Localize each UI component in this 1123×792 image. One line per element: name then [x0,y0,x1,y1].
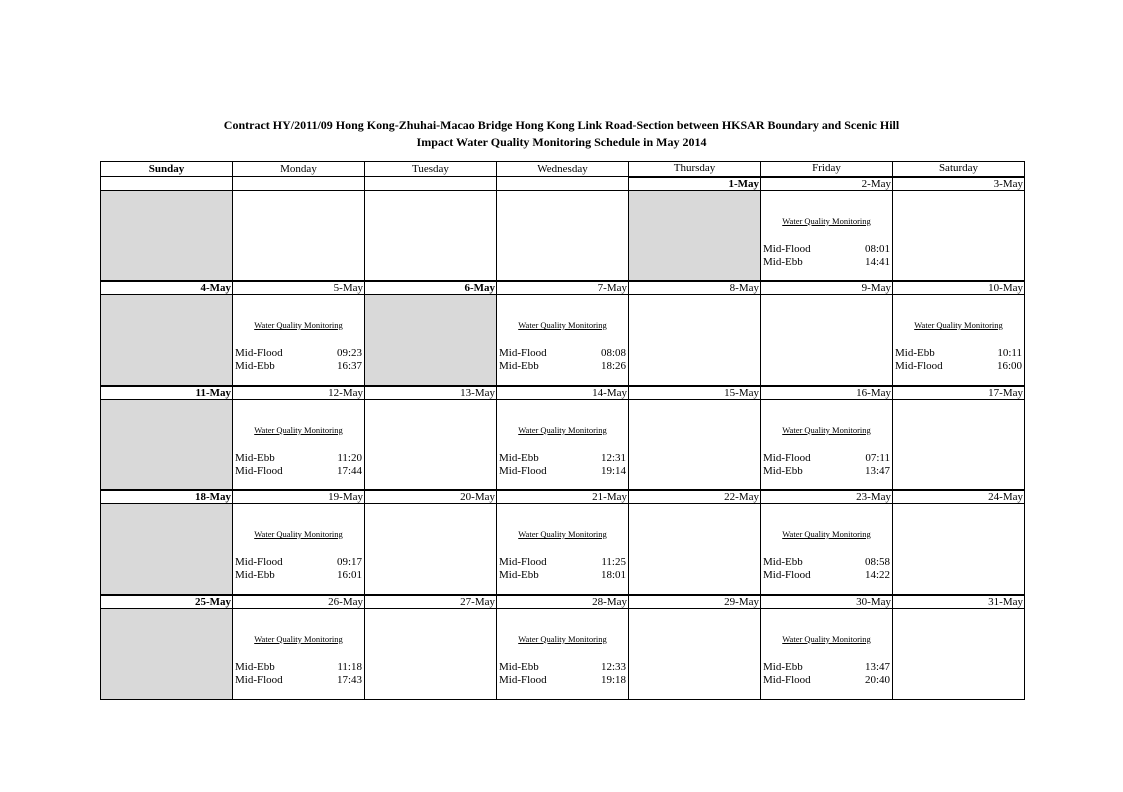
weekday-saturday: Saturday [893,162,1025,177]
tide-label: Mid-Flood [763,569,811,581]
date-label: 27-May [365,595,497,609]
date-label: 13-May [365,386,497,400]
non-working-day-cell [629,190,761,281]
document-title: Contract HY/2011/09 Hong Kong-Zhuhai-Macao Bridge Hong Kong Link Road-Section between HKSAR Boundary and Scenic Hill [223,118,900,132]
weekday-tuesday: Tuesday [365,162,497,177]
date-label [101,177,233,191]
monitoring-heading: Water Quality Monitoring [518,320,607,330]
document-subtitle: Impact Water Quality Monitoring Schedule in May 2014 [416,135,707,149]
day-cell [365,399,497,490]
tide-label: Mid-Ebb [235,569,275,581]
tide-time: 12:33 [600,660,626,673]
date-label: 17-May [893,386,1025,400]
tide-time-row [235,674,362,687]
non-working-day-cell [101,504,233,595]
day-cell [497,399,629,490]
day-cell [365,190,497,281]
date-label: 23-May [761,490,893,504]
date-label: 2-May [761,177,893,191]
tide-label: Mid-Ebb [499,451,539,464]
tide-label: Mid-Ebb [499,660,539,673]
date-label: 30-May [761,595,893,609]
day-cell [497,504,629,595]
tide-time: 16:01 [336,569,362,581]
date-label: 25-May [101,595,233,609]
date-row [101,490,1025,504]
date-label [233,177,365,191]
tide-time: 11:20 [337,451,362,464]
tide-time-row [763,661,890,674]
date-label: 15-May [629,386,761,400]
monitoring-heading: Water Quality Monitoring [782,529,871,539]
monitoring-heading: Water Quality Monitoring [254,529,343,539]
date-label: 14-May [497,386,629,400]
date-label: 10-May [893,281,1025,295]
day-cell [761,295,893,386]
day-cell [761,399,893,490]
tide-label: Mid-Ebb [763,464,803,477]
weekday-wednesday: Wednesday [497,162,629,177]
weekday-sunday: Sunday [101,162,233,177]
date-label [365,177,497,191]
day-cell [365,504,497,595]
date-label: 26-May [233,595,365,609]
tide-time-row [763,674,890,687]
monitoring-heading: Water Quality Monitoring [782,215,871,226]
tide-time-row [235,360,362,373]
tide-time: 19:14 [600,464,626,477]
tide-label: Mid-Ebb [235,451,275,464]
non-working-day-cell [101,608,233,699]
weekday-monday: Monday [233,162,365,177]
date-label: 28-May [497,595,629,609]
tide-label: Mid-Ebb [763,556,803,568]
tide-time-row [895,347,1022,360]
monitoring-heading: Water Quality Monitoring [254,424,343,435]
tide-time-row [895,360,1022,373]
tide-time-row [235,452,362,465]
day-cell [497,190,629,281]
date-row [101,177,1025,191]
date-label: 24-May [893,490,1025,504]
date-label: 22-May [629,490,761,504]
tide-label: Mid-Ebb [499,569,539,581]
tide-time-row [763,569,890,582]
tide-time-row [499,465,626,478]
day-cell [497,608,629,699]
day-cell [233,399,365,490]
tide-time-row [763,465,890,478]
day-body-row [101,399,1025,490]
monitoring-heading: Water Quality Monitoring [782,424,871,435]
date-label: 20-May [365,490,497,504]
day-body-row [101,295,1025,386]
tide-time: 11:18 [337,660,362,673]
tide-time-row [499,556,626,569]
tide-label: Mid-Flood [235,464,283,477]
day-cell [233,608,365,699]
tide-label: Mid-Ebb [763,255,803,268]
day-cell [629,608,761,699]
date-label: 18-May [101,490,233,504]
date-label: 29-May [629,595,761,609]
monitoring-heading: Water Quality Monitoring [254,633,343,644]
tide-time: 08:58 [864,556,890,568]
tide-time-row [499,347,626,360]
tide-label: Mid-Ebb [763,660,803,673]
day-cell [233,190,365,281]
tide-time: 19:18 [600,673,626,686]
tide-time: 07:11 [865,451,890,464]
day-cell [893,295,1025,386]
date-label: 5-May [233,281,365,295]
tide-time: 13:47 [864,464,890,477]
monitoring-heading: Water Quality Monitoring [518,529,607,539]
day-body-row [101,608,1025,699]
monitoring-heading: Water Quality Monitoring [518,424,607,435]
monitoring-heading: Water Quality Monitoring [518,633,607,644]
day-cell [761,504,893,595]
date-label: 16-May [761,386,893,400]
tide-time: 17:44 [336,464,362,477]
tide-time-row [763,452,890,465]
day-cell [629,295,761,386]
date-label: 9-May [761,281,893,295]
tide-time: 14:41 [864,255,890,268]
tide-time-row [499,569,626,582]
tide-time-row [763,556,890,569]
weekday-header-row [101,162,1025,177]
date-label: 19-May [233,490,365,504]
tide-label: Mid-Flood [499,464,547,477]
tide-label: Mid-Flood [235,556,283,568]
day-cell [893,608,1025,699]
tide-label: Mid-Flood [499,673,547,686]
non-working-day-cell [101,190,233,281]
tide-time: 18:26 [600,360,626,372]
tide-label: Mid-Ebb [235,660,275,673]
day-cell [365,608,497,699]
tide-label: Mid-Flood [895,360,943,372]
tide-time: 08:01 [864,242,890,255]
date-label: 7-May [497,281,629,295]
day-cell [893,504,1025,595]
tide-label: Mid-Ebb [235,360,275,372]
tide-time-row [235,347,362,360]
day-cell [629,504,761,595]
date-label: 31-May [893,595,1025,609]
date-label: 4-May [101,281,233,295]
tide-label: Mid-Flood [235,673,283,686]
date-label [497,177,629,191]
tide-label: Mid-Flood [763,451,811,464]
tide-time-row [499,360,626,373]
day-cell [761,608,893,699]
tide-time: 09:17 [336,556,362,568]
day-cell [629,399,761,490]
date-label: 8-May [629,281,761,295]
tide-time: 10:11 [997,347,1022,359]
tide-label: Mid-Flood [763,673,811,686]
weekday-thursday: Thursday [629,162,761,177]
day-cell [893,399,1025,490]
non-working-day-cell [101,399,233,490]
tide-time-row [499,661,626,674]
tide-time: 20:40 [864,673,890,686]
date-label: 21-May [497,490,629,504]
day-cell [497,295,629,386]
tide-label: Mid-Flood [499,347,547,359]
monitoring-heading: Water Quality Monitoring [782,633,871,644]
tide-time: 16:37 [336,360,362,372]
tide-time: 13:47 [864,660,890,673]
tide-time: 16:00 [996,360,1022,372]
tide-label: Mid-Flood [499,556,547,568]
non-working-day-cell [101,295,233,386]
tide-time: 17:43 [336,673,362,686]
day-body-row [101,190,1025,281]
tide-label: Mid-Ebb [499,360,539,372]
tide-time: 12:31 [600,451,626,464]
monitoring-heading: Water Quality Monitoring [254,320,343,330]
tide-label: Mid-Flood [235,347,283,359]
tide-time-row [235,661,362,674]
tide-label: Mid-Ebb [895,347,935,359]
day-body-row [101,504,1025,595]
tide-time-row [763,256,890,269]
tide-time: 09:23 [336,347,362,359]
tide-time: 18:01 [600,569,626,581]
date-row [101,386,1025,400]
weekday-friday: Friday [761,162,893,177]
date-label: 11-May [101,386,233,400]
tide-time-row [235,556,362,569]
date-label: 12-May [233,386,365,400]
tide-time: 11:25 [601,556,626,568]
date-label: 6-May [365,281,497,295]
tide-time: 08:08 [600,347,626,359]
non-working-day-cell [365,295,497,386]
day-cell [233,295,365,386]
date-label: 3-May [893,177,1025,191]
date-row [101,595,1025,609]
tide-label: Mid-Flood [763,242,811,255]
calendar-table [100,161,1025,700]
tide-time: 14:22 [864,569,890,581]
tide-time-row [499,452,626,465]
tide-time-row [763,243,890,256]
tide-time-row [235,465,362,478]
tide-time-row [235,569,362,582]
monitoring-heading: Water Quality Monitoring [914,320,1003,330]
day-cell [761,190,893,281]
date-label: 1-May [629,177,761,191]
date-row [101,281,1025,295]
day-cell [233,504,365,595]
tide-time-row [499,674,626,687]
day-cell [893,190,1025,281]
